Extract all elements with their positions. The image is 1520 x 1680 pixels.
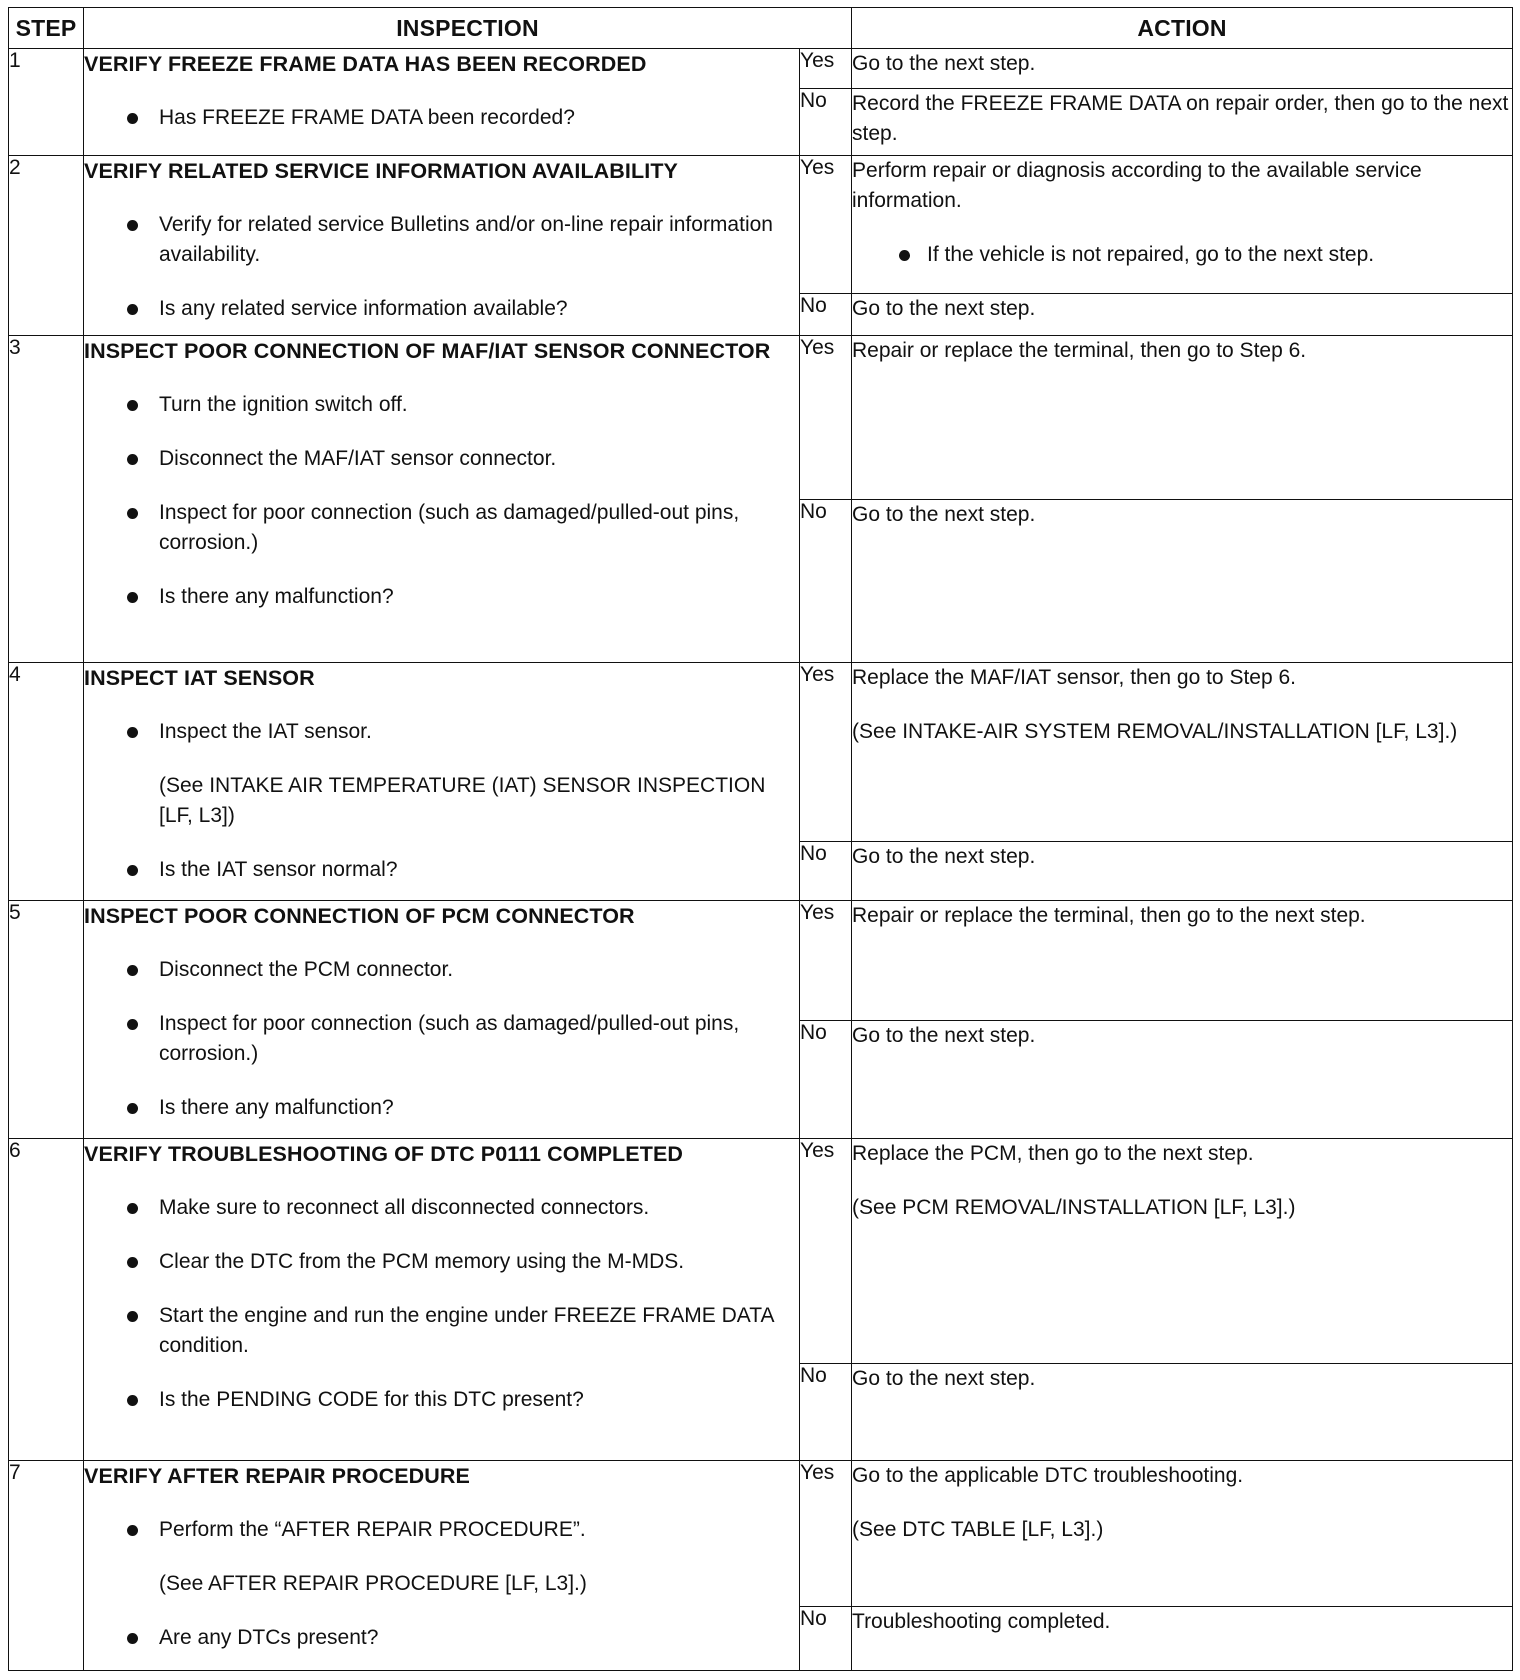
step-title: VERIFY AFTER REPAIR PROCEDURE	[84, 1464, 470, 1488]
yes-label: Yes	[800, 49, 852, 89]
action-text: Replace the PCM, then go to the next step.	[852, 1142, 1254, 1165]
bullet-item: Disconnect the PCM connector.	[84, 955, 799, 985]
yes-action	[852, 156, 1513, 294]
inspection-cell	[84, 1139, 800, 1461]
action-text: Go to the applicable DTC troubleshooting.	[852, 1464, 1244, 1487]
step-number: 1	[9, 49, 84, 156]
step-title: VERIFY TROUBLESHOOTING OF DTC P0111 COMPLETED	[84, 1142, 684, 1166]
no-label: No	[800, 1021, 852, 1139]
reference-note: (See AFTER REPAIR PROCEDURE [LF, L3].)	[159, 1572, 587, 1595]
step-number: 7	[9, 1461, 84, 1671]
step-number: 2	[9, 156, 84, 336]
step-number: 4	[9, 663, 84, 901]
step-title: VERIFY RELATED SERVICE INFORMATION AVAILABILITY	[84, 159, 678, 183]
bullet-item: Inspect the IAT sensor.	[84, 717, 799, 747]
no-label: No	[800, 89, 852, 156]
yes-action	[852, 49, 1513, 89]
table-row	[9, 901, 1513, 1021]
yes-label: Yes	[800, 1461, 852, 1607]
inspection-cell	[84, 901, 800, 1139]
no-action	[852, 1364, 1513, 1461]
table-row	[9, 49, 1513, 89]
action-reference: (See DTC TABLE [LF, L3].)	[852, 1518, 1104, 1541]
action-text: Go to the next step.	[852, 503, 1036, 526]
yes-action	[852, 1461, 1513, 1607]
step-title: INSPECT IAT SENSOR	[84, 666, 315, 690]
reference-note: (See INTAKE AIR TEMPERATURE (IAT) SENSOR INSPECTION [LF, L3])	[159, 774, 766, 827]
step-number: 5	[9, 901, 84, 1139]
yes-label: Yes	[800, 901, 852, 1021]
yes-label: Yes	[800, 663, 852, 842]
no-action	[852, 294, 1513, 336]
inspection-cell	[84, 336, 800, 663]
action-text: Go to the next step.	[852, 845, 1036, 868]
action-text: Repair or replace the terminal, then go to the next step.	[852, 904, 1366, 927]
action-reference: (See INTAKE-AIR SYSTEM REMOVAL/INSTALLATION [LF, L3].)	[852, 720, 1458, 743]
inspection-cell	[84, 1461, 800, 1671]
step-title: VERIFY FREEZE FRAME DATA HAS BEEN RECORDED	[84, 52, 647, 76]
no-label: No	[800, 1364, 852, 1461]
action-bullet: If the vehicle is not repaired, go to the next step.	[852, 240, 1512, 270]
step-title: INSPECT POOR CONNECTION OF MAF/IAT SENSOR CONNECTOR	[84, 339, 771, 363]
step-number: 3	[9, 336, 84, 663]
yes-label: Yes	[800, 336, 852, 500]
table-row	[9, 663, 1513, 842]
bullet-item: Inspect for poor connection (such as damaged/pulled-out pins, corrosion.)	[84, 1009, 799, 1069]
no-action	[852, 1021, 1513, 1139]
yes-action	[852, 663, 1513, 842]
bullet-item: Clear the DTC from the PCM memory using the M-MDS.	[84, 1247, 799, 1277]
table-row	[9, 156, 1513, 294]
bullet-item: Make sure to reconnect all disconnected connectors.	[84, 1193, 799, 1223]
bullet-item: Turn the ignition switch off.	[84, 390, 799, 420]
action-text: Go to the next step.	[852, 52, 1036, 75]
table-row	[9, 1461, 1513, 1607]
action-reference: (See PCM REMOVAL/INSTALLATION [LF, L3].)	[852, 1196, 1296, 1219]
action-text: Troubleshooting completed.	[852, 1610, 1111, 1633]
no-label: No	[800, 500, 852, 663]
step-title: INSPECT POOR CONNECTION OF PCM CONNECTOR	[84, 904, 635, 928]
action-text: Perform repair or diagnosis according to the available service information.	[852, 159, 1422, 212]
bullet-item: Is any related service information available?	[84, 294, 799, 324]
action-text: Replace the MAF/IAT sensor, then go to Step 6.	[852, 666, 1296, 689]
no-label: No	[800, 1607, 852, 1671]
bullet-item: Start the engine and run the engine under FREEZE FRAME DATA condition.	[84, 1301, 799, 1361]
bullet-item: Is there any malfunction?	[84, 1093, 799, 1123]
inspection-cell	[84, 49, 800, 156]
bullet-item: Are any DTCs present?	[84, 1623, 799, 1653]
inspection-cell	[84, 156, 800, 336]
bullet-item: Verify for related service Bulletins and/or on-line repair information availability.	[84, 210, 799, 270]
bullet-item: Perform the “AFTER REPAIR PROCEDURE”.	[84, 1515, 799, 1545]
action-header: ACTION	[852, 8, 1513, 49]
table-row	[9, 336, 1513, 500]
no-label: No	[800, 842, 852, 901]
bullet-item: Is there any malfunction?	[84, 582, 799, 612]
bullet-item: Is the IAT sensor normal?	[84, 855, 799, 885]
action-text: Go to the next step.	[852, 1024, 1036, 1047]
no-action	[852, 500, 1513, 663]
table-row	[9, 1139, 1513, 1364]
action-text: Record the FREEZE FRAME DATA on repair order, then go to the next step.	[852, 92, 1509, 145]
bullet-item: Disconnect the MAF/IAT sensor connector.	[84, 444, 799, 474]
yes-action	[852, 1139, 1513, 1364]
no-label: No	[800, 294, 852, 336]
bullet-item: Has FREEZE FRAME DATA been recorded?	[84, 103, 799, 133]
header-row	[9, 8, 1513, 49]
no-action	[852, 842, 1513, 901]
yes-action	[852, 901, 1513, 1021]
bullet-item: Inspect for poor connection (such as damaged/pulled-out pins, corrosion.)	[84, 498, 799, 558]
yes-action	[852, 336, 1513, 500]
action-text: Repair or replace the terminal, then go to Step 6.	[852, 339, 1307, 362]
bullet-item: Is the PENDING CODE for this DTC present?	[84, 1385, 799, 1415]
action-text: Go to the next step.	[852, 1367, 1036, 1390]
troubleshooting-table	[8, 7, 1513, 1671]
step-header: STEP	[9, 8, 84, 49]
action-text: Go to the next step.	[852, 297, 1036, 320]
inspection-header: INSPECTION	[84, 8, 852, 49]
inspection-cell	[84, 663, 800, 901]
no-action	[852, 89, 1513, 156]
step-number: 6	[9, 1139, 84, 1461]
yes-label: Yes	[800, 156, 852, 294]
yes-label: Yes	[800, 1139, 852, 1364]
no-action	[852, 1607, 1513, 1671]
